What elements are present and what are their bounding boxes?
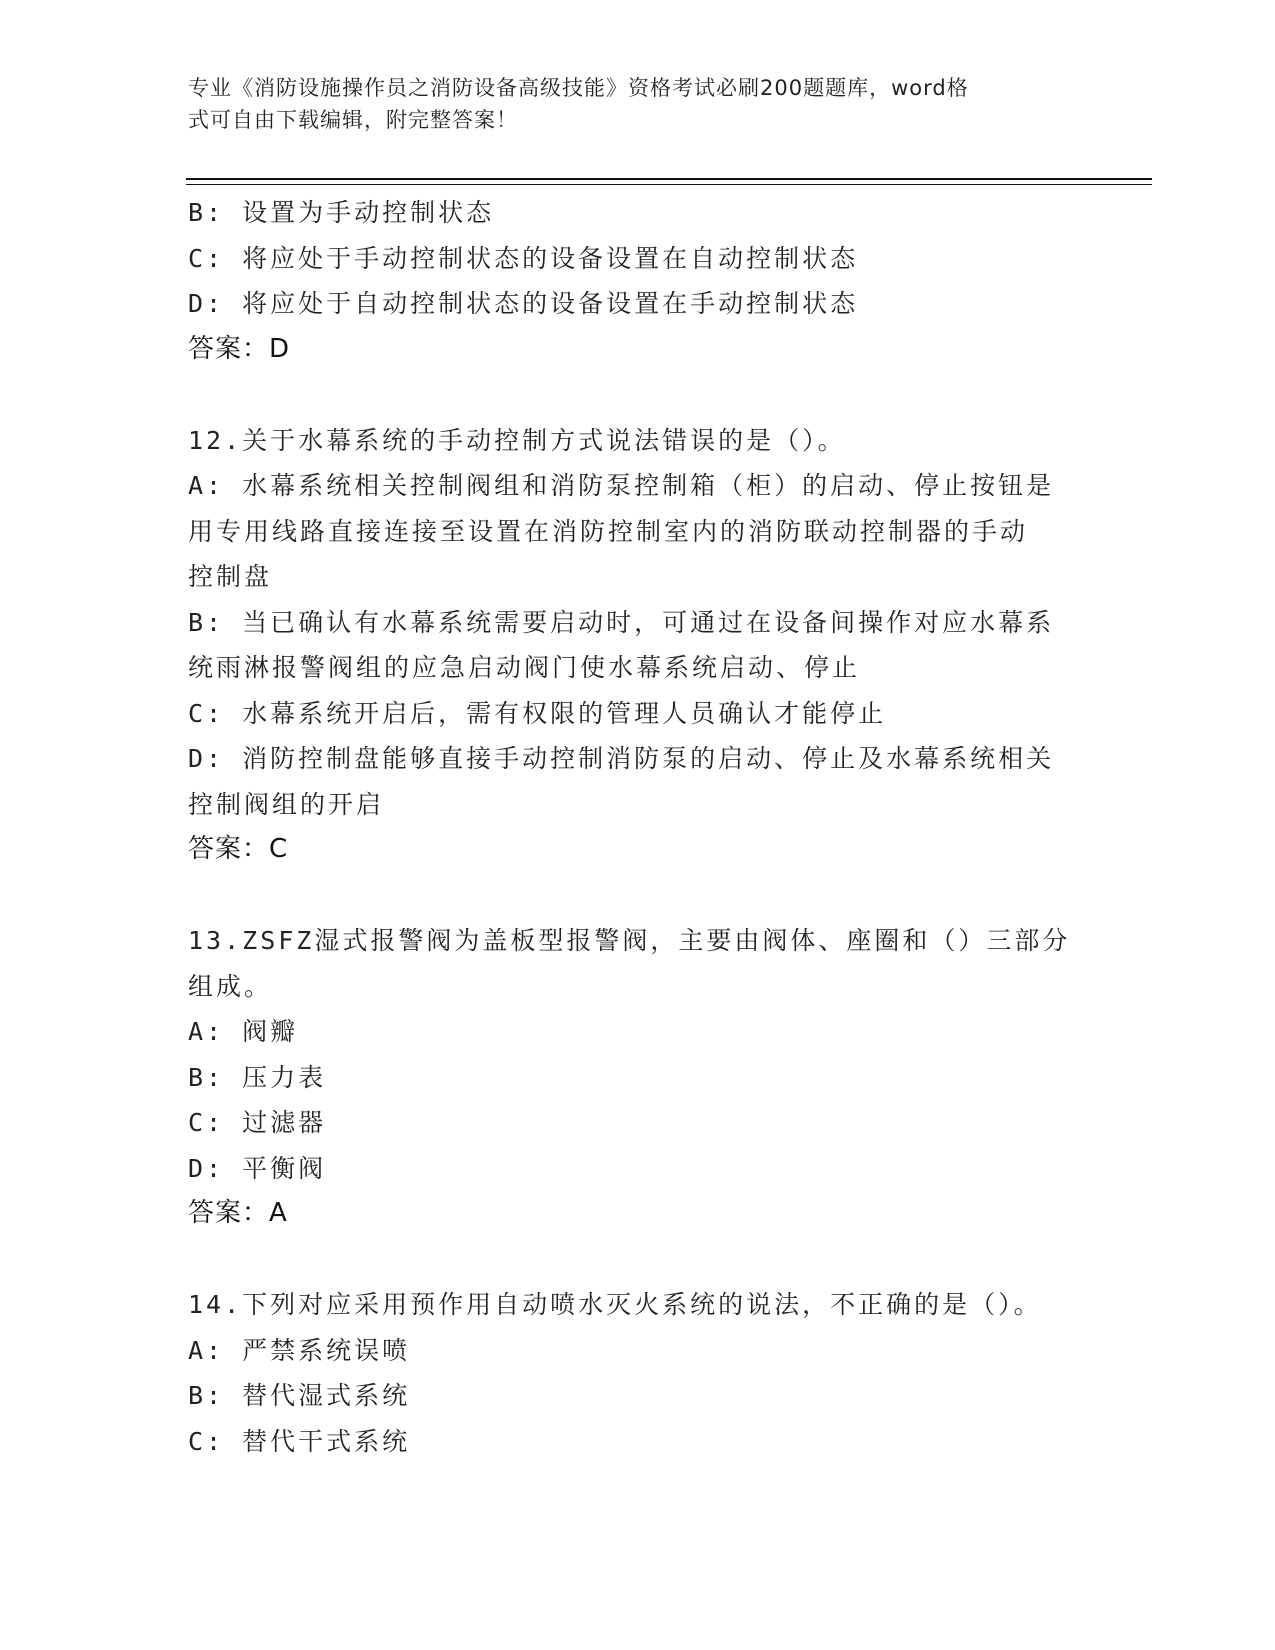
header-line-2: 式可自由下载编辑，附完整答案！: [188, 108, 518, 132]
option-b: B: 压力表: [188, 1062, 327, 1092]
spacer: [188, 1237, 1088, 1283]
option-c: C: 水幕系统开启后，需有权限的管理人员确认才能停止: [188, 698, 887, 728]
question-stem: 12.关于水幕系统的手动控制方式说法错误的是（）。: [188, 425, 846, 455]
question-14: [188, 1282, 1088, 1464]
option-d-line-2: 控制阀组的开启: [188, 789, 385, 819]
question-stem: 14.下列对应采用预作用自动喷水灭火系统的说法，不正确的是（）。: [188, 1290, 1042, 1319]
option-d: D: 将应处于自动控制状态的设备设置在手动控制状态: [188, 289, 859, 318]
answer: 答案：C: [188, 834, 289, 864]
option-a-line-1: A: 水幕系统相关控制阀组和消防泵控制箱（柜）的启动、停止按钮是: [188, 471, 1055, 500]
option-a-line-2: 用专用线路直接连接至设置在消防控制室内的消防联动控制器的手动: [188, 516, 1029, 546]
option-b: B: 设置为手动控制状态: [188, 198, 495, 227]
question-13: [188, 918, 1088, 1237]
option-b: B: 替代湿式系统: [188, 1381, 411, 1410]
previous-question-tail: [188, 190, 1088, 372]
option-a-line-3: 控制盘: [188, 562, 273, 591]
option-c: C: 将应处于手动控制状态的设备设置在自动控制状态: [188, 243, 859, 273]
option-d: D: 平衡阀: [188, 1153, 327, 1183]
header-line-1: 专业《消防设施操作员之消防设备高级技能》资格考试必刷200题题库，word格: [188, 76, 969, 100]
document-header: [188, 72, 1068, 136]
option-c: C: 替代干式系统: [188, 1426, 411, 1456]
question-content: [188, 190, 1088, 1464]
answer: 答案：D: [188, 333, 291, 364]
header-rule-thick: [186, 178, 1152, 180]
option-b-line-1: B: 当已确认有水幕系统需要启动时，可通过在设备间操作对应水幕系: [188, 607, 1055, 637]
question-12: [188, 418, 1088, 873]
option-d-line-1: D: 消防控制盘能够直接手动控制消防泵的启动、停止及水幕系统相关: [188, 744, 1055, 773]
option-b-line-2: 统雨淋报警阀组的应急启动阀门使水幕系统启动、停止: [188, 653, 861, 682]
question-stem-line-1: 13.ZSFZ湿式报警阀为盖板型报警阀，主要由阀体、座圈和（）三部分: [188, 926, 1071, 955]
spacer: [188, 873, 1088, 919]
option-a: A: 阀瓣: [188, 1017, 299, 1046]
spacer: [188, 372, 1088, 418]
header-rule-thin: [186, 184, 1152, 185]
answer: 答案：A: [188, 1198, 288, 1228]
option-c: C: 过滤器: [188, 1108, 327, 1137]
question-stem-line-2: 组成。: [188, 971, 273, 1001]
option-a: A: 严禁系统误喷: [188, 1335, 411, 1365]
